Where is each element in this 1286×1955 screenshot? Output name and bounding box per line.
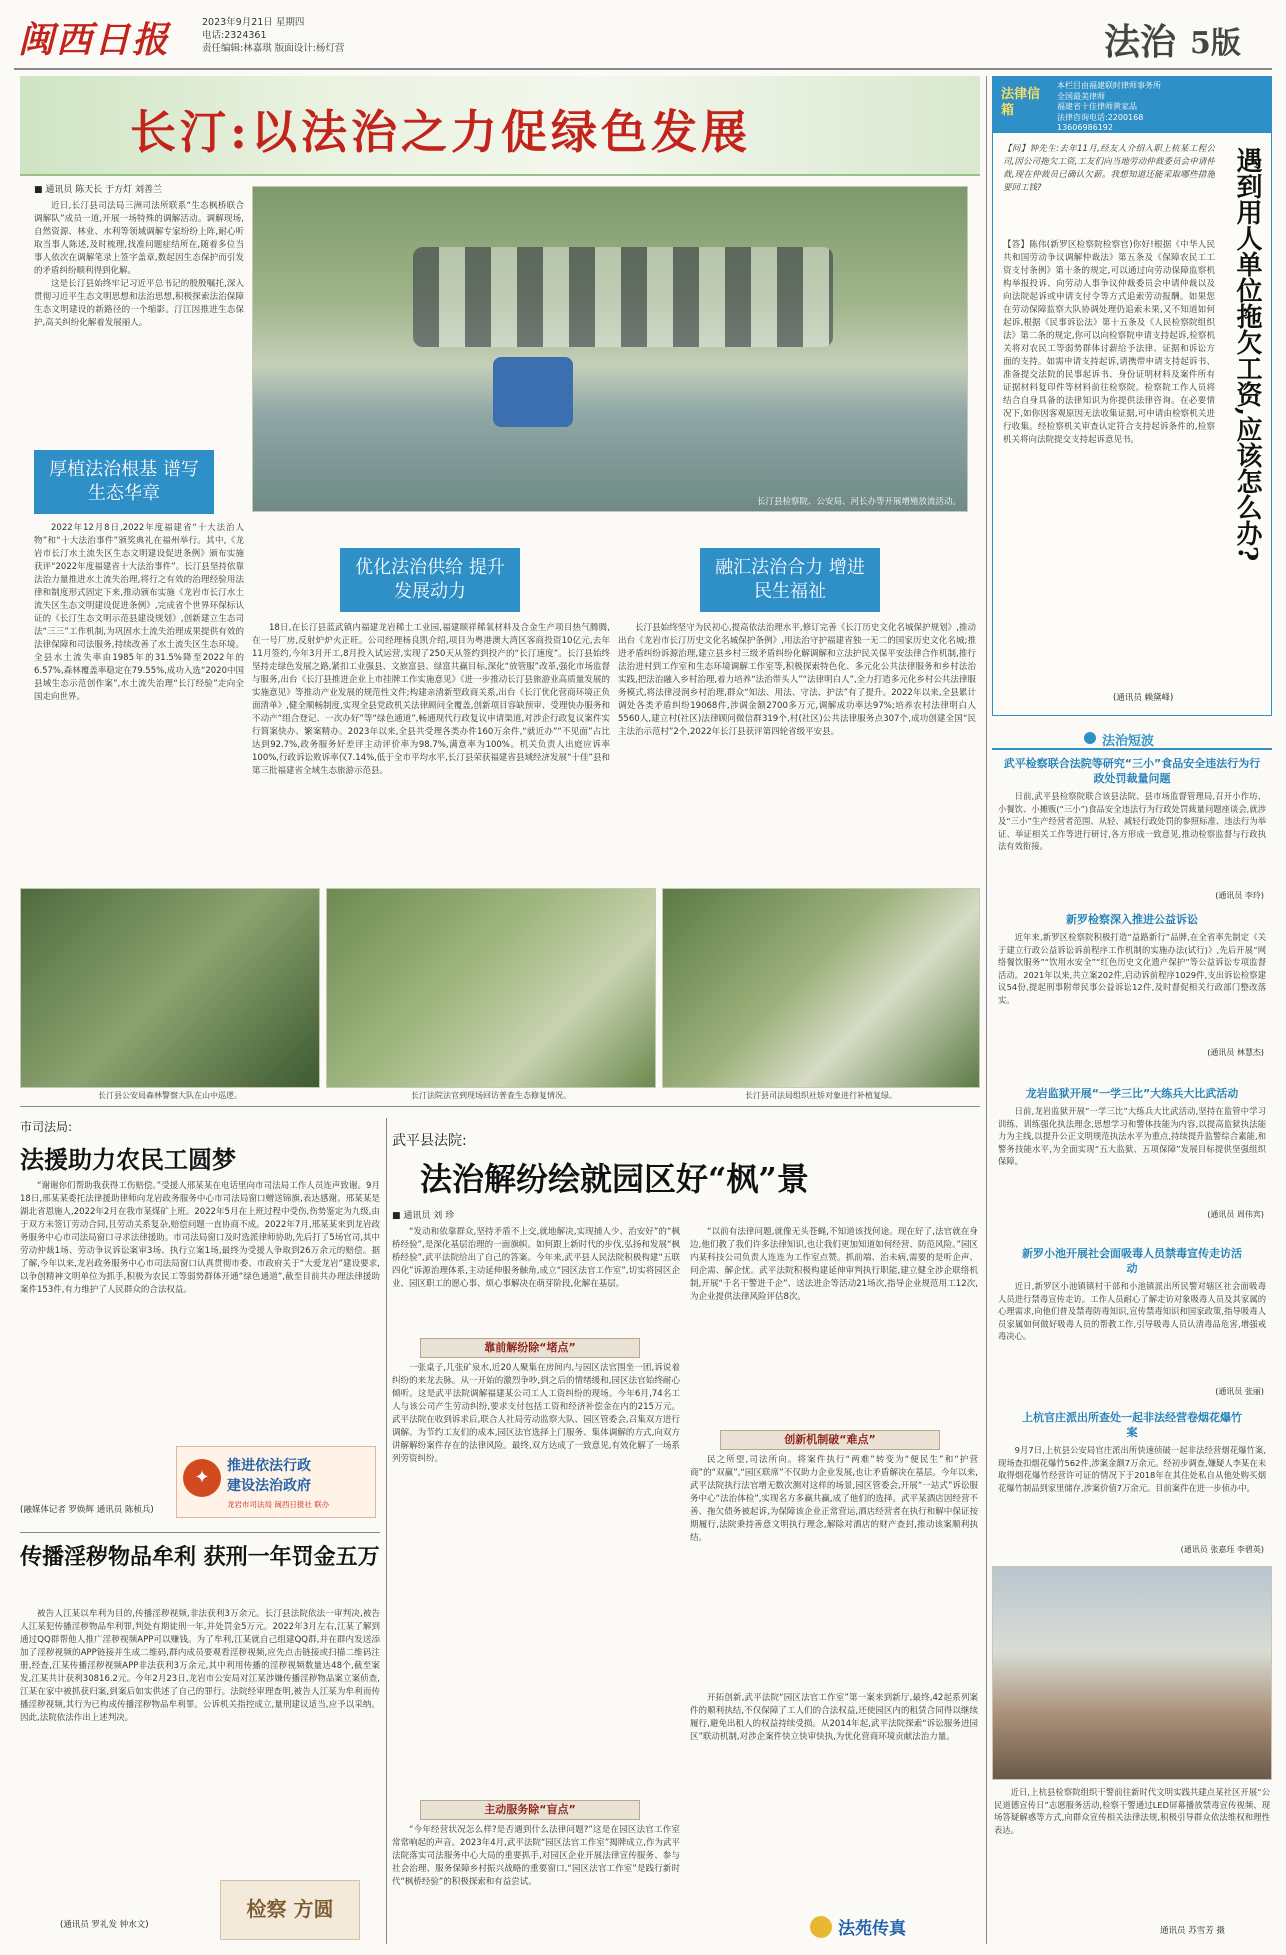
court-h3: 创新机制破“难点” xyxy=(720,1430,940,1450)
lead-subhead-2 xyxy=(340,548,520,612)
mailbox-title: 遇到用人单位拖欠工资,应该怎么办? xyxy=(1232,147,1262,562)
newspaper-logo: 闽西日报 xyxy=(18,19,171,61)
bureau-ad xyxy=(176,1446,376,1518)
brief-photo xyxy=(992,1566,1272,1780)
brief-3-title: 龙岩监狱开展“一学三比”大练兵大比武活动 xyxy=(1025,1087,1239,1100)
masthead xyxy=(14,8,1272,66)
lead-subhead-3-text: 融汇法治合力 增进民生福祉 xyxy=(715,557,865,602)
bureau-byline: (融媒体记者 罗焕辉 通讯员 陈桢兵) xyxy=(20,1505,154,1515)
court-h2: 主动服务除“盲点” xyxy=(420,1800,640,1820)
brief-item-4 xyxy=(992,1246,1272,1397)
brief-5-by: (通讯员 张嘉珏 李碧英) xyxy=(1180,1545,1264,1554)
bureau-ad-icon: ✦ xyxy=(183,1459,221,1497)
lead-subhead-3 xyxy=(700,548,880,612)
lead-subhead-1-text: 厚植法治根基 谱写生态华章 xyxy=(49,459,199,504)
right-col-divider xyxy=(986,76,987,1944)
lead-photo-people xyxy=(413,247,833,347)
legal-mailbox xyxy=(992,76,1272,716)
brief-1-by: (通讯员 李玲) xyxy=(1215,891,1264,900)
brief-item-2 xyxy=(992,912,1272,1058)
row-photo-1-caption: 长汀县公安局森林警察大队在山中巡逻。 xyxy=(98,1091,242,1100)
briefs-title: 法治短波 xyxy=(1102,734,1155,749)
brief-5-body: 9月7日,上杭县公安局官庄派出所快速侦破一起非法经营烟花爆竹案,现场查扣烟花爆竹562件,涉案金额7万余元。经初步调查,嫌疑人李某在未取得烟花爆竹经营许可证的情况下于2018年在其住处私自从他处购买烟花爆竹制品到家里储存,涉案价值7万余元。目前案件在进一步侦办中。 xyxy=(998,1445,1266,1493)
court-p4: “以前有法律问题,就像无头苍蝇,不知道该找何途。现在好了,法官就在身边,他们教了我们许多法律知识,也让我们更加知道如何经营、防范风险。”园区内某科技公司负责人连连为工作室点赞。抓前端、治未病,需要的是听企声、问企需、解企忧。武平法院积极构建延伸审判执行职能,建立健全涉企联络机制,开展“千名干警进千企”、送法进企等活动21场次,指导企业规范用工12次,为企业提供法律风险评估8次。 xyxy=(690,1227,978,1302)
mailbox-byline: (通讯员 赖黛峰) xyxy=(1113,693,1174,703)
center-col-divider xyxy=(386,1118,387,1944)
page-number: 5版 xyxy=(1190,26,1241,61)
lead-photo xyxy=(252,186,968,512)
mailbox-answer: 【答】陈伟(新罗区检察院检察官)你好!根据《中华人民共和国劳动争议调解仲裁法》第五条及《保障农民工工资支付条例》第十条的规定,可以通过向劳动保障监察机构举报投诉、向劳动人事争议仲裁委员会申请仲裁以及向法院起诉或申请支付令等方式追索劳动报酬。如果您在劳动保障监察大队协调处理仍追索未果,又不知道如何起诉,根据《民事诉讼法》第十五条及《人民检察院组织法》第二条的规定,你可以向检察院申请支持起诉,检察机关将对农民工等弱势群体讨薪给予法律、证据和诉讼方面的支持。如需申请支持起诉,请携带申请支持起诉书、准备提交法院的民事起诉书、身份证明材料及案件所有证据材料复印件等材料前往检察院。检察院工作人员将结合自身具备的法律知识为你提供法律咨询。在必要情况下,如你因客观原因无法收集证据,可申请由检察机关进行收集。经检察机关审查认定符合支持起诉条件的,检察机关将向法院提交支持起诉意见书。 xyxy=(1003,240,1215,445)
lead-title: 长汀:以法治之力促绿色发展 xyxy=(130,105,751,159)
mailbox-flag: 法律信箱 xyxy=(1001,87,1041,118)
mailbox-header xyxy=(993,77,1271,133)
brief-2-body: 近年来,新罗区检察院积极打造“益路新行”品牌,在全省率先制定《关于建立行政公益诉讼诉前程序工作机制的实施办法(试行)》,先后开展“网络餐饮服务”“饮用水安全”“红色历史文化遗产保护”等公益诉讼专项监督活动。2021年以来,共立案202件,启动诉前程序1029件,支出诉讼检察建议54份,提起刑事附带民事公益诉讼12件,及时督促相关行政部门整改落实。 xyxy=(998,932,1266,1005)
brief-1-title: 武平检察联合法院等研究“三小”食品安全违法行为行政处罚裁量问题 xyxy=(1003,757,1261,785)
briefs-header xyxy=(992,728,1272,750)
lead-byline: ■ 通讯员 陈天长 于方灯 刘善兰 xyxy=(34,185,162,195)
bureau-body: “谢谢你们帮助我获得工伤赔偿。”受援人邢某某在电话里向市司法局工作人员连声致谢。9月18日,邢某某委托法律援助律师向龙岩政务服务中心市司法局窗口赠送锦旗,表达感谢。邢某某是湖北省恩施人,2022年2月在我市某煤矿上班。2022年5月在上班过程中受伤,伤势鉴定为九级,由于双方未签订劳动合同,且劳动关系复杂,赔偿问题一直协商不成。2022年7月,邢某某来到龙岩政务服务中心市司法局窗口寻求法律援助。市司法局窗口及时选派律师协助,先后打了5场官司,其中劳动仲裁1场、劳动争议诉讼案审3场、执行立案1场,最终为受援人争取到26万余元的赔偿。据了解,今年以来,龙岩政务服务中心市司法局窗口认真贯彻市委、市政府关于“大爱龙岩”建设要求,以争创精神文明单位为抓手,积极为农民工等弱势群体开通“绿色通道”,截至目前共办理法律援助案件153件,有力维护了人民群众的合法权益。 xyxy=(20,1181,380,1295)
mailbox-phone: 13606986192 xyxy=(1057,123,1113,132)
lead-intro xyxy=(34,200,244,460)
brief-item-5 xyxy=(992,1410,1272,1555)
row-photo-2 xyxy=(326,888,656,1088)
brief-item-1 xyxy=(992,756,1272,901)
case-logo xyxy=(220,1880,360,1940)
lead-photo-buckets xyxy=(493,357,573,427)
brief-1-body: 日前,武平县检察院联合该县法院、县市场监督管理局,召开小作坊、小餐饮、小摊贩(“三小”)食品安全违法行为行政处罚裁量问题座谈会,就涉及“三小”生产经营者范围、从轻、减轻行政处罚的参照标准、违法行为举证、举证相关工作等进行研讨,各方形成一致意见,推动检察监督与行政执法有效衔接。 xyxy=(998,791,1266,852)
masthead-designer: 版面设计:杨灯营 xyxy=(274,43,345,54)
court-logo-text: 法苑传真 xyxy=(838,1919,906,1939)
issue-weekday: 星期四 xyxy=(275,17,305,28)
brief-4-title: 新罗小池开展社会面吸毒人员禁毒宣传走访活动 xyxy=(1022,1247,1242,1275)
masthead-phone: 电话:2324361 xyxy=(202,30,267,41)
court-p1: “发动和依靠群众,坚持矛盾不上交,就地解决,实现捕人少、治安好”的“枫桥经验”,是深化基层治理的一面旗帜。如何跟上新时代的步伐,弘扬和发展“枫桥经验”,武平法院给出了自己的答案。今年来,武平县人民法院积极构建“五联四化”诉源治理体系,主动延伸服务触角,成立“园区法官工作室”,切实将园区企业、园区职工的愿心事、烦心事解决在萌芽阶段,化解在基层。 xyxy=(392,1227,680,1289)
case-byline: (通讯员 罗礼发 钟水文) xyxy=(60,1920,149,1930)
lead-section-2: 18日,在长汀县蓝武镇内福建龙岩稀土工业园,福建顺祥稀氧材料及合金生产项目热气腾腾,在一号厂房,反射炉炉火正旺。公司经理杨良凯介绍,项目为粤港澳大湾区客商投资10亿元,去年11月签约,今年3月开工,8月投入试运营,实现了250天从签约到投产的“长汀速度”。长汀县始终坚持走绿色发展之路,紧扣工业强县、文旅富县、绿富共赢目标,深化“放管服”改革,强化市场监督与服务,出台《长汀县推进企业上市挂牌工作实施意见》《进一步推动长汀县旅游业高质量发展的实施意见》等推动产业发展的规范性文件;构建亲清新型政商关系,出台《长汀优化营商环境正负面清单》,健全顺畅制度,实现全县党政机关法律顾问全覆盖,创新项目容缺预审、受理快办服务和不动产“组合登记、一次办好”等“绿色通道”,畅通现代行政复议申请渠道,对涉企行政复议案件实行简案快办、繁案精办。2023年以来,全县共受理各类办件160万余件,“就近办”“不见面”占比达到92.7%,政务服务好差评主动评价率为98.7%,满意率为100%。机关负责人出庭应诉率100%,行政诉讼败诉率仅7.14%,低于全市平均水平,长汀县荣获福建省县域经济发展“十佳”县和第三批福建省全域生态旅游示范县。 xyxy=(252,623,610,776)
issue-date: 2023年9月21日 xyxy=(202,17,273,28)
lead-subhead-2-text: 优化法治供给 提升发展动力 xyxy=(355,557,505,602)
mailbox-question: 【问】钟先生:去年11月,经友人介绍入职上杭某工程公司,因公司拖欠工资,工友们向当地劳动仲裁委员会申请仲裁,现在仲裁员已确认欠薪。我想知道还能采取哪些措施要回工钱? xyxy=(1003,144,1215,193)
bureau-ad-line1: 推进依法行政 xyxy=(227,1458,311,1474)
court-p5: 民之所望,司法所向。将案件执行“两难”转变为“便民生”和“护营商”的“双赢”,“园区联席”不仅助力企业发展,也让矛盾解决在基层。今年以来,武平法院执行法官增无数次测对这样的场景,园区管委会,开展“一站式”诉讼服务中心“法治体检”,实现名方多赢共赢,成了他们的选择。武平某酒店因经营不善、拖欠债务被起诉,为保障该企业正常营运,酒店经营者在执行和解中保证按期履行,法院秉持善意文明执行理念,解除对酒店的财产查封,推动该案顺利执结。 xyxy=(690,1455,978,1543)
lead-intro-p1: 近日,长汀县司法局三洲司法所联系“生态枫桥联合调解队”成员一道,开展一场特殊的调解活动。调解现场,自然资源、林业、水利等领域调解专家纷纷上阵,耐心听取当事人陈述,及时梳理,找准问题症结所在,随着多位当事人依次在调解笔录上签字盖章,数起因生态保护而引发的矛盾纠纷顺利得到化解。 xyxy=(34,201,244,276)
masthead-info xyxy=(202,16,344,55)
mailbox-host-2: 全国最美律师 xyxy=(1057,91,1105,101)
court-byline: ■ 通讯员 刘 珍 xyxy=(392,1211,455,1221)
brief-2-by: (通讯员 林慧杰) xyxy=(1207,1048,1264,1057)
brief-3-by: (通讯员 周伟宾) xyxy=(1207,1210,1264,1219)
court-p2: 一张桌子,几张矿泉水,近20人聚集在房间内,与园区法官围坐一团,诉说着纠纷的来龙去脉。从一开始的激烈争吵,到之后的情绪缓和,园区法官始终耐心倾听。这是武平法院调解福建某公司工人工资纠纷的现场。今年6月,74名工人与该公司产生劳动纠纷,要求支付包括工资和经济补偿金在内的215万元。武平法院在收到诉求后,联合人社局劳动监察大队、园区管委会,召集双方进行调解。为节约工友们的成本,园区法官选择上门服务、集体调解的方式,向双方讲解解纷案件存在的法律风险。最终,双方达成了一致意见,有效化解了一场系列劳资纠纷。 xyxy=(392,1363,680,1464)
case-title xyxy=(20,1542,380,1572)
court-logo xyxy=(810,1912,960,1942)
court-p3: “今年经营状况怎么样?是否遇到什么法律问题?”这是在园区法官工作室常常响起的声音。2023年4月,武平法院“园区法官工作室”揭牌成立,作为武平法院落实司法服务中心大局的重要抓手,对园区企业开展法律宣传服务、参与社会治理、服务保障乡村振兴战略的重要窗口,“园区法官工作室”是践行新时代“枫桥经验”的积极探索和有益尝试。 xyxy=(392,1825,680,1887)
mailbox-host-4: 法律咨询电话:2200168 xyxy=(1057,112,1144,122)
lead-bottom-rule xyxy=(20,1106,980,1107)
row-photo-3 xyxy=(662,888,980,1088)
brief-item-3 xyxy=(992,1086,1272,1220)
court-p6: 开拓创新,武平法院“园区法官工作室”第一案来到新厅,最终,42起系列案件的顺利执结,不仅保障了工人们的合法权益,还使园区内的租赁合同得以继续履行,避免出租人的权益持续受损。从2014年起,武平法院探索“诉讼服务进园区”联动机制,对涉企案件快立快审快执,为优化营商环境贡献法治力量。 xyxy=(690,1693,978,1742)
masthead-editor: 责任编辑:林嘉琪 xyxy=(202,43,272,54)
brief-2-title: 新罗检察深入推进公益诉讼 xyxy=(1066,913,1198,926)
bureau-ad-sponsor: 龙岩市司法局 闽西日报社 联办 xyxy=(227,1500,330,1509)
brief-5-title: 上杭官庄派出所查处一起非法经营卷烟花爆竹案 xyxy=(1022,1411,1242,1439)
mailbox-host-1: 本栏目由福建联时律师事务所 xyxy=(1057,81,1161,90)
court-title: 法治解纷绘就园区好“枫”景 xyxy=(420,1160,809,1198)
brief-4-body: 近日,新罗区小池镇镇村干部和小池镇派出所民警对辖区社会面吸毒人员进行禁毒宣传走访。工作人员耐心了解走访对象吸毒人员及其家属的心理需求,向他们普及禁毒防毒知识,宣传禁毒知识和国家政策,指导吸毒人员家属如何做好吸毒人员的帮教工作,引导吸毒人员认清毒品危害,增强戒毒决心。 xyxy=(998,1281,1266,1342)
lead-section-1: 2022年12月8日,2022年度福建省“十大法治人物”和“十大法治事件”颁奖典礼在福州举行。其中,《龙岩市长汀水土流失区生态文明建设促进条例》颁布实施获评“2022年度福建省十大法治事件”。长汀县坚持依靠法治力量推进水土流失治理,将行之有效的治理经验用法律和制度形式固定下来,推动颁布实施《龙岩市长汀水土流失区生态文明建设促进条例》,完成省个世界环保标认证的《长汀生态文明示范县建设规划》,创新建立生态司法“三三”工作机制,为巩固水土流失治理成果提供有效的法律保障和司法服务,持续改善了水土流失区生态环境。全县水土流失率由1985年的31.5%降至2022年的6.57%,森林覆盖率稳定在79.55%,成功入选“2020中国县域生态示范创作案”,水土流失治理“长汀经验”走向全国走向世界。 xyxy=(34,523,244,702)
court-h1: 靠前解纷除“堵点” xyxy=(420,1338,640,1358)
bureau-title: 法援助力农民工圆梦 xyxy=(20,1145,236,1174)
lead-subhead-1 xyxy=(34,450,214,514)
bureau-kicker: 市司法局: xyxy=(20,1120,73,1134)
brief-photo-caption: 近日,上杭县检察院组织干警前往新时代文明实践共建点某社区开展“公民道德宣传日”志愿服务活动,检察干警通过LED屏幕播放禁毒宣传视频、现场答疑解惑等方式,向群众宣传相关法律法规,积极引导群众依法维权和理性表达。 xyxy=(994,1787,1270,1835)
case-body: 被告人江某以牟利为目的,传播淫秽视频,非法获利3万余元。长汀县法院依法一审判决,被告人江某犯传播淫秽物品牟利罪,判处有期徒刑一年,并处罚金5万元。2022年3月左右,江某了解到通过QQ群帮他人推广淫秽视频APP可以赚钱。为了牟利,江某就自己组建QQ群,并在群内发送添加了淫秽视频的APP链接并生成二维码,群内成员要观看淫秽视频,应先点击链接或扫描二维码注册,经查,江某传播淫秽视频APP非法获利3万余元,其中利用传播的淫秽视频数量达48个,截至案发,江某共计获利30816.2元。今年2月23日,龙岩市公安局对江某涉嫌传播淫秽物品案立案侦查,江某在家中被抓获归案,到案后如实供述了自己的罪行。法院经审理查明,被告人江某为牟利而传播淫秽视频,其行为已构成传播淫秽物品牟利罪。公诉机关指控成立,量刑建议适当,应予以采纳。因此,法院依法作出上述判决。 xyxy=(20,1609,380,1723)
mailbox-host-3: 福建省十佳律师黄家品 xyxy=(1057,102,1137,111)
case-logo-text: 检察 方圆 xyxy=(246,1897,334,1921)
lead-section-3: 长汀县始终坚守为民初心,提高依法治理水平,修订完善《长汀历史文化名城保护规划》,推动出台《龙岩市长汀历史文化名城保护条例》,用法治守护福建省独一无二的国家历史文化名城;推进矛盾纠纷诉源治理,建立县乡村三级矛盾纠纷化解调解和立法护民关保平安法律合作机制,推行法治进村到工作室和生态环境调解工作室等,积极探索特色化、多元化公共法律服务和乡村法治实践,把法治融入乡村治理,着力培养“法治带头人”“法律明白人”,全力打造多元化乡村公共法律服务模式,将法律浸润乡村治理,群众“知法、用法、守法、护法”有了提升。2022年以来,全县累计调处各类矛盾纠纷19068件,涉调金额2700多万元,调解成功率达97%;培养农村法律明白人5560人,建立村(社区)法律顾问微信群319个,村(社区)公共法律服务点307个,成功创建全国“民主法治示范村”2个,2022年长汀县获评第四轮省级平安县。 xyxy=(618,623,976,737)
mailbox-host xyxy=(1057,81,1267,134)
brief-4-by: (通讯员 张丽) xyxy=(1215,1387,1264,1396)
section-name: 法治 xyxy=(1104,21,1177,63)
court-kicker: 武平县法院: xyxy=(392,1133,467,1149)
briefs-icon xyxy=(1084,732,1096,744)
court-logo-icon xyxy=(810,1916,832,1938)
bureau-rule xyxy=(20,1532,380,1533)
row-photo-3-caption: 长汀县司法局组织社矫对象进行补植复绿。 xyxy=(745,1091,897,1100)
brief-photo-by: 通讯员 苏雪芳 摄 xyxy=(1160,1926,1225,1936)
masthead-rule xyxy=(14,68,1272,70)
lead-intro-p2: 这是长汀县始终牢记习近平总书记的殷殷嘱托,深入贯彻习近平生态文明思想和法治思想,积极探索法治保障生态文明建设的新路径的一个缩影。汀江因推进生态保护,高关纠纷化解着发展丽人。 xyxy=(34,279,244,328)
brief-3-body: 日前,龙岩监狱开展“一学三比”大练兵大比武活动,坚持在监管中学习训练、训练强化执法理念,思想学习和警体技能为内容,以提高监狱执法能力为主线,以提升公正文明规范执法水平为重点,持续提升监警综合素能,和警务技能水平,为全面实现“五大监狱、五项保障”发展目标提供坚强组织保障。 xyxy=(998,1106,1266,1167)
lead-photo-caption: 长汀县检察院、公安局、河长办等开展增殖放流活动。 xyxy=(756,497,961,507)
row-photo-2-caption: 长汀法院法官到现场回访普查生态修复情况。 xyxy=(411,1091,571,1100)
bureau-ad-line2: 建设法治政府 xyxy=(227,1478,311,1494)
row-photo-1 xyxy=(20,888,320,1088)
case-title-text: 传播淫秽物品牟利 获刑一年罚金五万 xyxy=(20,1544,380,1570)
